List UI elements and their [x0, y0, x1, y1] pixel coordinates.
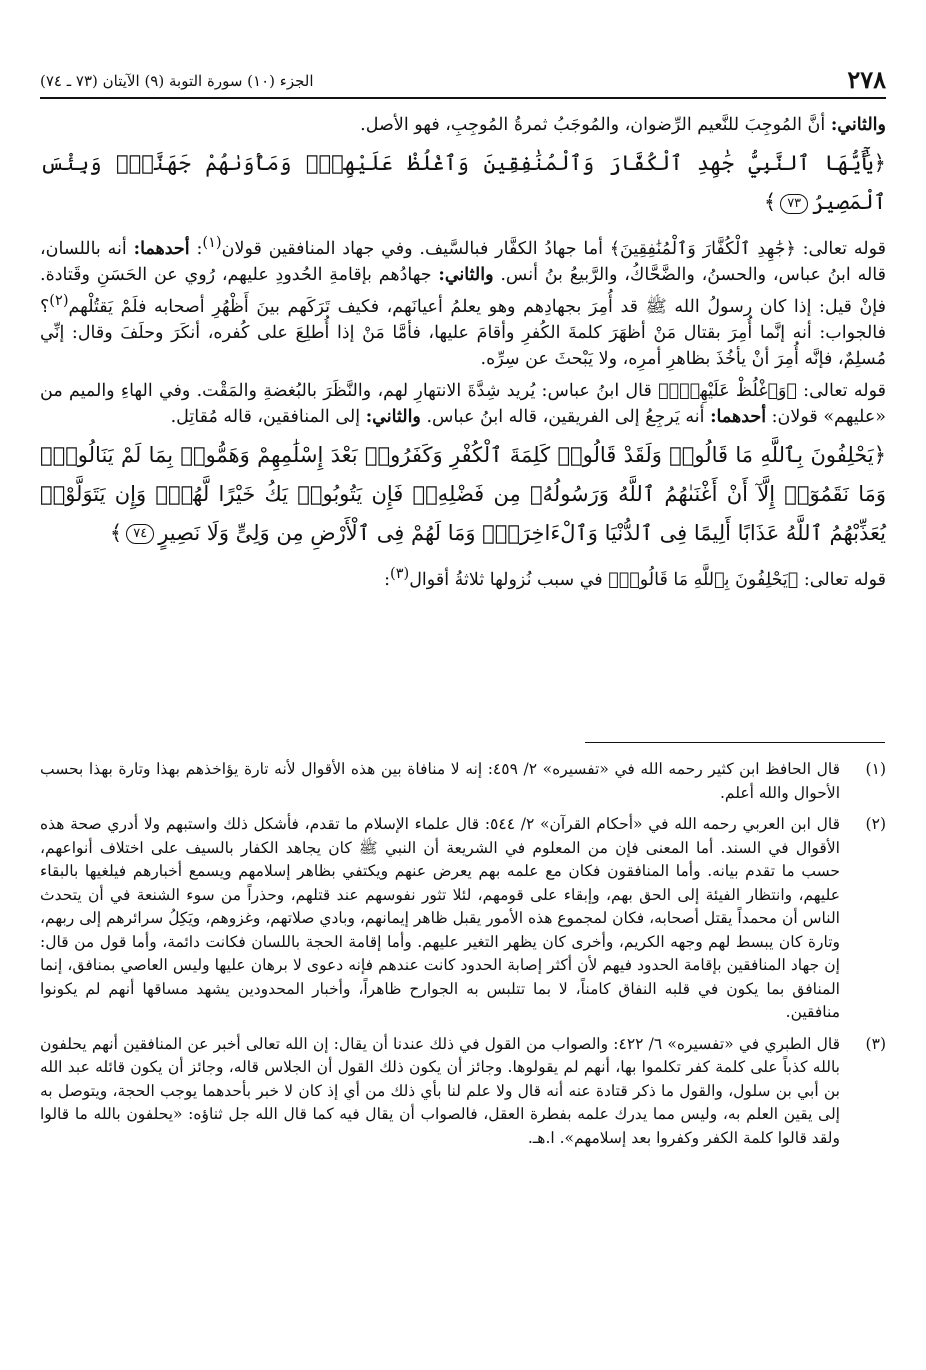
paragraph-text: ؟ فالجواب: أنه إنَّما أُمِرَ بقتال مَنْ أظهَرَ كلمةَ الكُفرِ وأقامَ عليها، فأمَّا مَنْ إذا أُطلِعَ على كُفره، أنكَرَ وحلَفَ وقال: إنِّي مُسلِمٌ، فإنَّه أُمِرَ أنْ يأخُذَ بظاهرِ أمرِه، ولا يَبْحثَ عن سِرِّه.: [40, 296, 886, 369]
paragraph-text: جهادُهم بإقامةِ الحُدودِ عليهم، رُوي عن الحَسَنِ وقَتادة. فإنْ قيل: إذا كان رسولُ الله ﷺ قد أُمِرَ بجهادِهم وهو يعلمُ أعيانَهم، فكيف تَرَكَهم بينَ أَظْهُرِ أصحابه فلَمْ يَقتُلْهم: [40, 264, 886, 317]
paragraph-text: أنَّ المُوجِبَ للنَّعيم الرِّضوان، والمُوجَبُ ثمرةُ المُوجِبِ، فهو الأصل.: [360, 115, 831, 135]
running-title: الجزء (١٠) سورة التوبة (٩) الآيتان (٧٣ ـ ٧٤): [40, 72, 314, 90]
footnote-text: قال الحافظ ابن كثير رحمه الله في «تفسيره» ٢/ ٤٥٩: إنه لا منافاة بين هذه الأقوال لأنه تارة يؤاخذهم بهذا وتارة بهذا بحسب الأحوال والله أعلم.: [40, 760, 840, 802]
footnotes: [40, 758, 886, 1158]
paragraph-text: قوله تعالى: ﴿وَٱغْلُظْ عَلَيْهِمْۚ﴾ قال ابنُ عباس: يُريد شِدَّةَ الانتهارِ لهم، والنَّظَرَ بالبُغضةِ والمَقْت. وفي الهاءِ والميم من «عليهم» قولان:: [40, 380, 886, 427]
lead-term: والثاني:: [365, 406, 421, 427]
verse-close-bracket: ﴾: [109, 520, 123, 545]
quran-verse-73: [40, 144, 886, 222]
lead-term: والثاني:: [830, 115, 886, 135]
footnote-ref-3: (٣): [390, 564, 410, 582]
ayah-number-marker: ٧٣: [780, 194, 808, 214]
ayah-number-marker: ٧٤: [126, 524, 154, 544]
main-text: [40, 112, 886, 598]
lead-term: والثاني:: [438, 264, 494, 285]
footnote-ref-2: (٢): [49, 291, 69, 309]
footnote-3: [40, 1033, 886, 1151]
paragraph-text: قوله تعالى: ﴿يَحْلِفُونَ بِٱللَّهِ مَا قَالُوا۟﴾ في سبب نُزولها ثلاثةُ أقوال: [409, 569, 886, 590]
paragraph-text: قوله تعالى: ﴿جَٰهِدِ ٱلْكُفَّارَ وَٱلْمُنَٰفِقِينَ﴾ أما جهادُ الكفَّار فبالسَّيف. وفي جهاد المنافقين قولان: [221, 238, 887, 259]
footnote-1: [40, 758, 886, 805]
paragraph-text: :: [189, 238, 203, 259]
paragraph-harshness-commentary: [40, 378, 886, 430]
page-header: [40, 56, 886, 94]
footnote-number: (٣): [865, 1034, 886, 1053]
lead-term: أحدهما:: [133, 238, 190, 259]
paragraph-text: إلى المنافقين، قاله مُقاتِل.: [170, 406, 366, 427]
footnote-ref-1: (١): [202, 234, 222, 251]
footnote-2: [40, 813, 886, 1025]
paragraph-jihad-commentary: [40, 230, 886, 372]
footnote-separator: [585, 742, 885, 743]
verse-text: ﴿يَحْلِفُونَ بِٱللَّهِ مَا قَالُوا۟ وَلَقَدْ قَالُوا۟ كَلِمَةَ ٱلْكُفْرِ وَكَفَرُوا۟ بَعْدَ إِسْلَٰمِهِمْ وَهَمُّوا۟ بِمَا لَمْ يَنَالُوا۟ۚ وَمَا نَقَمُوٓا۟ إِلَّآ أَنْ أَغْنَىٰهُمُ ٱللَّهُ وَرَسُولُهُۥ مِن فَضْلِهِۦۚ فَإِن يَتُوبُوا۟ يَكُ خَيْرًا لَّهُمْۖ وَإِن يَتَوَلَّوْا۟ يُعَذِّبْهُمُ ٱللَّهُ عَذَابًا أَلِيمًا فِى ٱلدُّنْيَا وَٱلْءَاخِرَةِۚ وَمَا لَهُمْ فِى ٱلْأَرْضِ مِن وَلِىٍّ وَلَا نَصِيرٍ: [40, 442, 886, 545]
paragraph-text: أنه يَرجِعُ إلى الفريقين، قاله ابنُ عباس.: [420, 406, 711, 427]
header-rule: [40, 97, 886, 99]
footnote-number: (١): [865, 760, 886, 778]
verse-close-bracket: ﴾: [763, 190, 777, 214]
paragraph-second-opinion: [40, 112, 886, 138]
paragraph-text: أنه باللسان، قاله ابنُ عباس، والحسنُ، والضَّحَّاكُ، والرَّبيعُ بنُ أنس.: [40, 238, 886, 285]
page-number: ٢٧٨: [847, 65, 886, 94]
footnote-text: قال ابن العربي رحمه الله في «أحكام القرآن» ٢/ ٥٤٤: قال علماء الإسلام ما تقدم، فأشكل ذلك واستبهم ولا أدري صحة هذه الأقوال في السند. أما المعنى فإن من المعلوم في الشريعة أن النبي ﷺ كان يجاهد الكفار بالسيف على اختلاف أنواعهم، حسب ما تقدم بيانه. وأما المنافقون فكان مع علمه بهم يعرض عنهم ويكتفي بظاهر إسلامهم ويسمع أخبارهم فيلغيها بالبقاء عليهم، وانتظار الفيئة إلى الحق بهم، وإبقاء على قومهم، لئلا تثور نفوسهم عند قتلهم، وحذراً من سوء الشنعة في أن يتحدث الناس أن محمداً يقتل أصحابه، فكان لمجموع هذه الأمور يقبل ظاهر إيمانهم، وبادي صلاتهم، وغزوهم، ويَكِلُ سرائرهم إلى ربهم، وتارة كان يبسط لهم وجهه الكريم، وأخرى كان يظهر التغير عليهم. وأما إقامة الحجة باللسان فكانت دائمة، وأما قول من قال: إن جهاد المنافقين بإقامة الحدود فيهم لأن أكثر إصابة الحدود كانت عندهم فإنه دعوى لا برهان عليها وليس العاصي بمنافق، إنما المنافق بما يكون في قلبه النفاق كامناً، لا بما تتلبس به الجوارح ظاهراً، وأخبار المحدودين يشهد مساقها أنهم لم يكونوا منافقين.: [40, 815, 841, 1021]
paragraph-revelation-cause: [40, 561, 886, 593]
footnote-number: (٢): [865, 815, 886, 833]
paragraph-text: :: [384, 569, 390, 590]
verse-text: ﴿يَٰٓأَيُّهَا ٱلنَّبِيُّ جَٰهِدِ ٱلْكُفَّارَ وَٱلْمُنَٰفِقِينَ وَٱغْلُظْ عَلَيْهِمْۚ وَمَأْوَىٰهُمْ جَهَنَّمُۖ وَبِئْسَ ٱلْمَصِيرُ: [40, 151, 886, 214]
lead-term: أحدهما:: [710, 406, 767, 427]
quran-verse-74: [40, 436, 886, 553]
footnote-text: قال الطبري في «تفسيره» ٦/ ٤٢٢: والصواب من القول في ذلك عندنا أن يقال: إن الله تعالى أخبر عن المنافقين أنهم يحلفون بالله كذباً على كلمة كفر تكلموا بها، أنهم لم يقولوها. وجائز أن يكون ذلك القول أن الجلاس قاله، وجائز أن يكون قائله عبد الله بن أبي بن سلول، والقول ما ذكر قتادة عنه أنه قال ولا علم لنا بأي ذلك من أي إذ كان لا خبر بأحدهما يوجب الحجة، ويتوصل به إلى يقين العلم به، وليس مما يدرك علمه بفطرة العقل، فالصواب أن يقال فيه كما قال الله جل ثناؤه: «يحلفون بالله ما قالوا ولقد قالوا كلمة الكفر وكفروا بعد إسلامهم». ا.هـ.: [40, 1034, 840, 1147]
